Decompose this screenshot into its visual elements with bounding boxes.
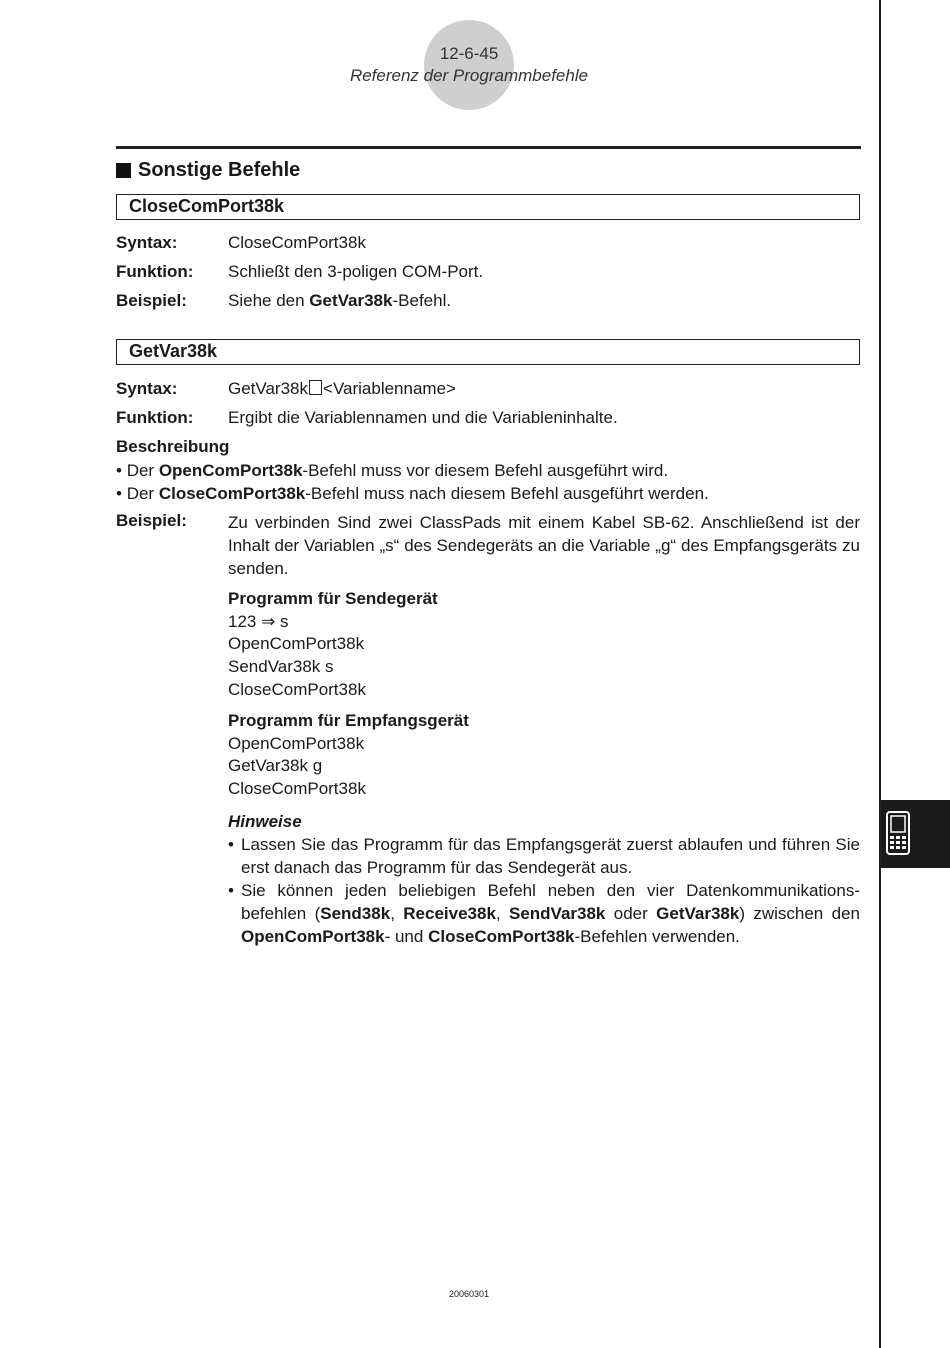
command-ref: SendVar38k <box>508 904 606 923</box>
sender-program-title: Programm für Sendegerät <box>228 589 438 608</box>
description-label: Beschreibung <box>116 437 230 456</box>
note-text: Sie können jeden beliebigen Befehl neben den vier Datenkommunikations-befehlen ( <box>241 881 860 923</box>
function-label: Funktion: <box>116 262 194 281</box>
code-line: 123 ⇒ s <box>228 611 289 631</box>
description-text: Der <box>126 484 159 503</box>
code-line: CloseComPort38k <box>228 779 366 799</box>
syntax-command: GetVar38k <box>228 379 309 398</box>
example-paragraph: Zu verbinden Sind zwei ClassPads mit einem Kabel SB-62. Anschließend ist der Inhalt der Variablen „s“ des Sendegeräts an die Variable „g“ des Empfangsgeräts zu senden. <box>228 513 860 578</box>
example-text: -Befehl. <box>392 291 452 310</box>
note-item <box>228 833 860 879</box>
function-value: Schließt den 3-poligen COM-Port. <box>228 262 484 281</box>
notes-title: Hinweise <box>228 812 302 831</box>
command-ref: CloseComPort38k <box>158 484 306 503</box>
syntax-value <box>228 379 456 399</box>
note-text: , <box>390 904 404 923</box>
section-title-text: Sonstige Befehle <box>138 159 301 181</box>
command-ref: GetVar38k <box>656 904 740 923</box>
receiver-program <box>228 710 469 801</box>
syntax-label: Syntax: <box>116 379 178 398</box>
note-text: - und <box>384 927 429 946</box>
code-line: OpenComPort38k <box>228 634 365 654</box>
note-text: Lassen Sie das Programm für das Empfangsgerät zuerst ablaufen und führen Sie erst danach das Programm für das Sendegerät aus. <box>241 835 860 877</box>
note-text: oder <box>605 904 657 923</box>
command-ref: Send38k <box>320 904 391 923</box>
note-text: ) zwischen den <box>739 904 860 923</box>
example-label: Beispiel: <box>116 511 187 530</box>
bullet-icon: • <box>116 461 122 480</box>
example-text: Siehe den <box>228 291 310 310</box>
code-line: CloseComPort38k <box>228 679 366 699</box>
receiver-program-title: Programm für Empfangsgerät <box>228 711 469 730</box>
description-item <box>116 482 709 505</box>
sender-program <box>228 588 438 702</box>
example-label: Beispiel: <box>116 291 187 310</box>
code-line: SendVar38k s <box>228 657 334 677</box>
command-ref: OpenComPort38k <box>158 461 303 480</box>
margin-line <box>879 0 881 1348</box>
command-box-getvar <box>116 339 860 365</box>
space-symbol-icon <box>309 380 322 395</box>
section-title <box>116 159 300 182</box>
command-ref: Receive38k <box>403 904 496 923</box>
syntax-value: CloseComPort38k <box>228 233 366 252</box>
bullet-icon: • <box>228 835 234 854</box>
description-text: -Befehl muss vor diesem Befehl ausgeführt wird. <box>302 461 669 480</box>
chapter-title: Referenz der Programmbefehle <box>349 66 589 85</box>
bullet-icon: • <box>116 484 122 503</box>
header-circle <box>424 20 514 110</box>
command-ref: OpenComPort38k <box>241 927 385 946</box>
page-number: 12-6-45 <box>439 44 499 63</box>
note-item <box>228 879 860 948</box>
syntax-label: Syntax: <box>116 233 178 252</box>
section-rule <box>116 146 861 149</box>
command-name: GetVar38k <box>129 341 218 361</box>
syntax-argument: <Variablenname> <box>323 379 456 398</box>
code-line: OpenComPort38k <box>228 733 365 753</box>
bullet-icon: • <box>228 881 234 900</box>
calculator-icon <box>881 800 950 868</box>
function-value: Ergibt die Variablennamen und die Variableninhalte. <box>228 408 618 427</box>
example-value <box>228 291 451 311</box>
description-text: Der <box>126 461 159 480</box>
code-line: GetVar38k g <box>228 756 323 776</box>
square-bullet-icon <box>116 163 131 178</box>
command-name: CloseComPort38k <box>129 196 285 216</box>
command-box-closecomport <box>116 194 860 220</box>
footer-code: 20060301 <box>448 1289 490 1299</box>
function-label: Funktion: <box>116 408 194 427</box>
notes <box>228 810 860 948</box>
description-text: -Befehl muss nach diesem Befehl ausgeführt werden. <box>305 484 709 503</box>
note-text: , <box>495 904 509 923</box>
chapter-tab[interactable] <box>881 800 950 868</box>
description-item <box>116 459 668 482</box>
note-text: -Befehlen verwenden. <box>574 927 740 946</box>
command-ref: CloseComPort38k <box>428 927 575 946</box>
example-command-ref: GetVar38k <box>309 291 393 310</box>
